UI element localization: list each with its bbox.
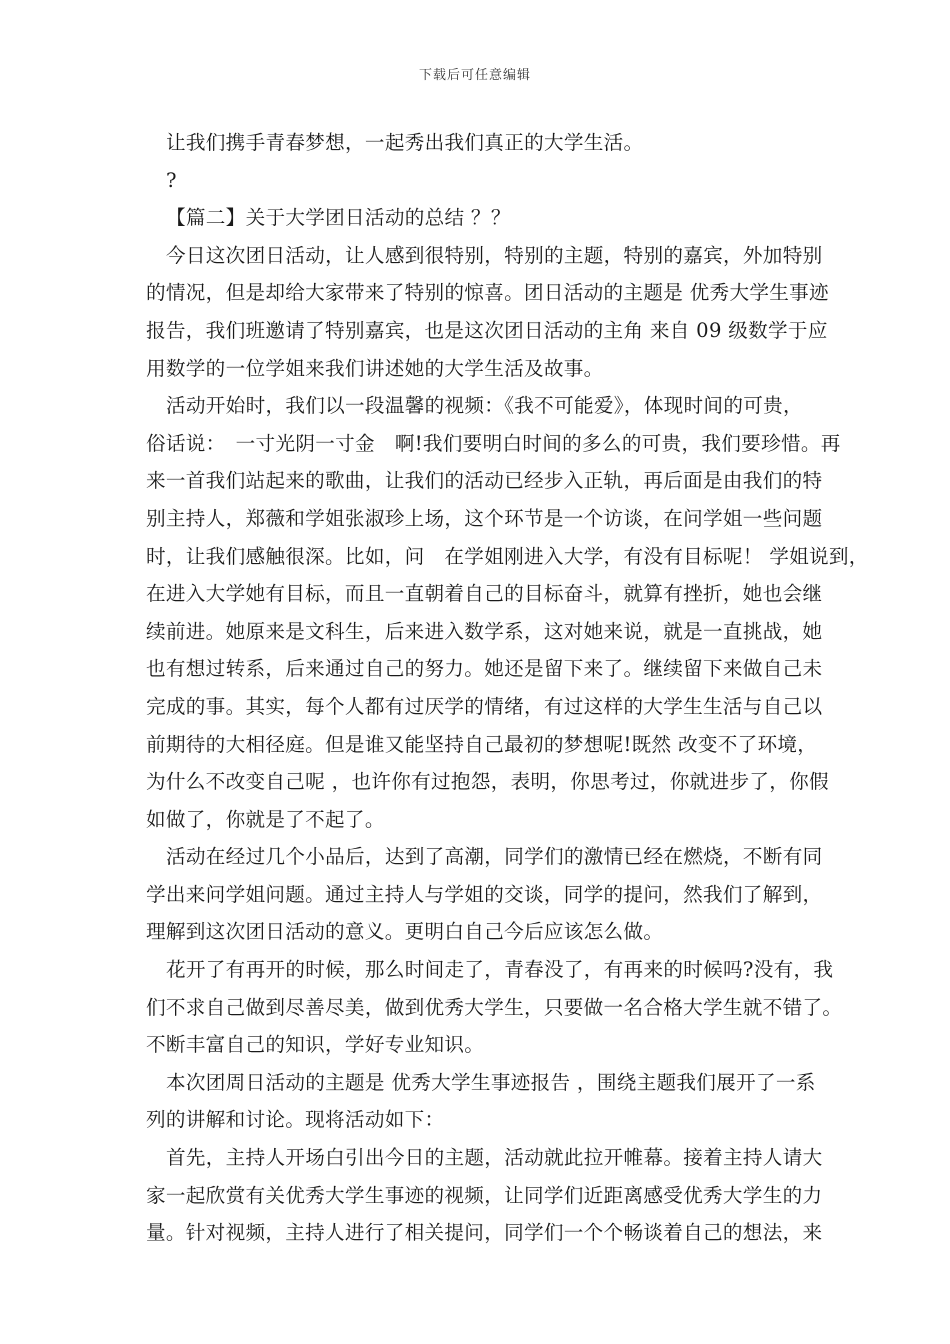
text-line: 在进入大学她有目标，而且一直朝着自己的目标奋斗，就算有挫折，她也会继 [146,582,823,606]
text-line: 用数学的一位学姐来我们讲述她的大学生活及故事。 [146,356,604,380]
page-header: 下载后可任意编辑 [418,68,531,83]
text-line: 也有想过转系，后来通过自己的努力。她还是留下来了。继续留下来做自己未 [146,657,823,681]
text-line: 家一起欣赏有关优秀大学生事迹的视频，让同学们近距离感受优秀大学生的力 [146,1183,823,1207]
text-line: 们不求自己做到尽善尽美，做到优秀大学生，只要做一名合格大学生就不错了。 [146,995,843,1019]
text-line: 【篇二】关于大学团日活动的总结 ？？ [166,206,511,230]
text-line: 列的讲解和讨论。现将活动如下： [146,1108,445,1132]
text-line: 量。针对视频，主持人进行了相关提问，同学们一个个畅谈着自己的想法，来 [146,1221,823,1245]
text-line: 活动开始时，我们以一段温馨的视频：《我不可能爱》，体现时间的可贵， [166,394,803,418]
text-line: 续前进。她原来是文科生，后来进入数学系，这对她来说，就是一直挑战，她 [146,619,823,643]
text-line: 让我们携手青春梦想，一起秀出我们真正的大学生活。 [166,131,644,154]
text-line: 不断丰富自己的知识，学好专业知识。 [146,1033,485,1057]
text-line: 活动在经过几个小品后，达到了高潮，同学们的激情已经在燃烧，不断有同 [166,845,823,869]
text-line: 别主持人，郑薇和学姐张淑珍上场，这个环节是一个访谈，在问学姐一些问题 [146,506,823,530]
document-body [146,124,869,1252]
text-line: 完成的事。其实，每个人都有过厌学的情绪，有过这样的大学生生活与自己以 [146,694,823,718]
text-line: 时，让我们感触很深。比如，问 在学姐刚进入大学，有没有目标呢！ 学姐说到， [146,544,869,568]
text-line: 花开了有再开的时候，那么时间走了，青春没了，有再来的时候吗?没有，我 [166,958,834,982]
text-line: 本次团周日活动的主题是 优秀大学生事迹报告 ，围绕主题我们展开了一系 [166,1070,816,1094]
text-line: 俗话说： 一寸光阴一寸金 啊!我们要明白时间的多么的可贵，我们要珍惜。再 [146,431,841,455]
text-line: 前期待的大相径庭。但是谁又能坚持自己最初的梦想呢!既然 改变不了环境， [146,732,818,756]
text-line: 今日这次团日活动，让人感到很特别，特别的主题，特别的嘉宾，外加特别 [166,243,823,267]
text-line: 为什么不改变自己呢 ，也许你有过抱怨，表明，你思考过，你就进步了，你假 [146,770,829,794]
text-line: ? [166,168,177,192]
text-line: 如做了，你就是了不起了。 [146,807,385,831]
text-line: 的情况，但是却给大家带来了特别的惊喜。团日活动的主题是 优秀大学生事迹 [146,281,829,305]
text-line: 理解到这次团日活动的意义。更明白自己今后应该怎么做。 [146,920,664,944]
text-line: 来一首我们站起来的歌曲，让我们的活动已经步入正轨，再后面是由我们的特 [146,469,823,493]
text-line: 首先，主持人开场白引出今日的主题，活动就此拉开帷幕。接着主持人请大 [166,1146,823,1170]
text-line: 报告，我们班邀请了特别嘉宾，也是这次团日活动的主角 来自 09 级数学于应 [146,318,828,342]
text-line: 学出来问学姐问题。通过主持人与学姐的交谈，同学的提问，然我们了解到， [146,882,823,906]
